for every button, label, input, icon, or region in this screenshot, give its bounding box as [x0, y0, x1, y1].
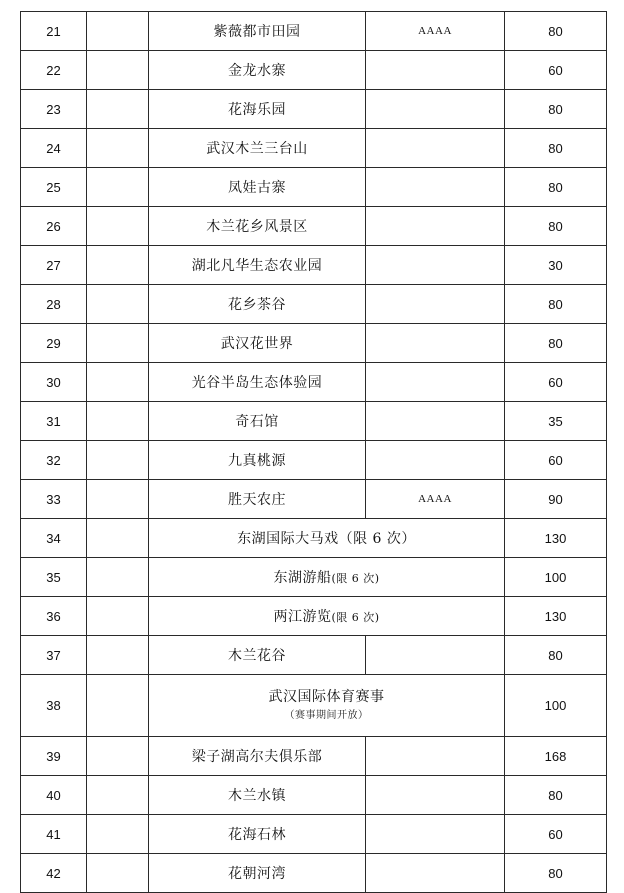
- grade-level-cell: [366, 815, 505, 854]
- table-row: [21, 519, 607, 558]
- venue-name-cell: 凤娃古寨: [149, 168, 366, 207]
- price-cell: 60: [505, 51, 607, 90]
- price-cell: 100: [505, 558, 607, 597]
- venue-name-cell: 花乡茶谷: [149, 285, 366, 324]
- category-cell: [87, 246, 149, 285]
- table-row: [21, 480, 607, 519]
- price-cell: 80: [505, 776, 607, 815]
- price-cell: 80: [505, 636, 607, 675]
- category-cell: [87, 207, 149, 246]
- table-row: [21, 90, 607, 129]
- price-cell: 80: [505, 168, 607, 207]
- price-cell: 80: [505, 854, 607, 893]
- venue-name: 两江游览: [273, 609, 332, 625]
- grade-level-cell: [366, 854, 505, 893]
- row-number-cell: 36: [21, 597, 87, 636]
- venue-name-cell: 金龙水寨: [149, 51, 366, 90]
- grade-level-cell: [366, 207, 505, 246]
- price-cell: 80: [505, 324, 607, 363]
- price-cell: 130: [505, 519, 607, 558]
- row-number-cell: 34: [21, 519, 87, 558]
- category-cell: [87, 854, 149, 893]
- row-number-cell: 28: [21, 285, 87, 324]
- table-row: [21, 597, 607, 636]
- table-row: [21, 558, 607, 597]
- row-number-cell: 37: [21, 636, 87, 675]
- venue-name-cell: 东湖国际大马戏（限 6 次）: [149, 519, 505, 558]
- category-cell: [87, 636, 149, 675]
- venue-price-table: [20, 11, 607, 893]
- row-number-cell: 41: [21, 815, 87, 854]
- venue-name-cell: 梁子湖高尔夫俱乐部: [149, 737, 366, 776]
- category-cell: [87, 815, 149, 854]
- venue-name-cell: 木兰花谷: [149, 636, 366, 675]
- row-number-cell: 27: [21, 246, 87, 285]
- venue-name-cell: 木兰花乡风景区: [149, 207, 366, 246]
- venue-name-cell: 胜天农庄: [149, 480, 366, 519]
- price-cell: 60: [505, 363, 607, 402]
- venue-name-cell: 光谷半岛生态体验园: [149, 363, 366, 402]
- table-row: [21, 854, 607, 893]
- price-cell: 80: [505, 285, 607, 324]
- venue-name-cell: [149, 558, 505, 597]
- category-cell: [87, 675, 149, 737]
- grade-level-cell: AAAA: [366, 12, 505, 51]
- grade-level-cell: [366, 246, 505, 285]
- table-row: [21, 636, 607, 675]
- category-cell: [87, 519, 149, 558]
- row-number-cell: 22: [21, 51, 87, 90]
- venue-note: （赛事期间开放）: [284, 709, 369, 721]
- grade-level-cell: [366, 51, 505, 90]
- venue-name-cell: 花朝河湾: [149, 854, 366, 893]
- venue-name-cell: [149, 597, 505, 636]
- grade-level-cell: [366, 168, 505, 207]
- venue-name: 东湖游船: [273, 570, 332, 586]
- price-cell: 168: [505, 737, 607, 776]
- grade-level-cell: [366, 636, 505, 675]
- grade-level-cell: [366, 737, 505, 776]
- grade-level-cell: [366, 324, 505, 363]
- venue-name-cell: 木兰水镇: [149, 776, 366, 815]
- row-number-cell: 21: [21, 12, 87, 51]
- venue-name-cell: 紫薇都市田园: [149, 12, 366, 51]
- grade-level-cell: [366, 285, 505, 324]
- visit-limit: (限 6 次): [331, 572, 380, 585]
- venue-name-cell: 花海石林: [149, 815, 366, 854]
- table-row: [21, 207, 607, 246]
- row-number-cell: 31: [21, 402, 87, 441]
- price-cell: 90: [505, 480, 607, 519]
- category-cell: [87, 12, 149, 51]
- table-row: [21, 12, 607, 51]
- price-cell: 80: [505, 207, 607, 246]
- table-row: [21, 51, 607, 90]
- row-number-cell: 42: [21, 854, 87, 893]
- price-cell: 80: [505, 12, 607, 51]
- table-row: [21, 815, 607, 854]
- row-number-cell: 30: [21, 363, 87, 402]
- price-cell: 35: [505, 402, 607, 441]
- row-number-cell: 29: [21, 324, 87, 363]
- category-cell: [87, 168, 149, 207]
- row-number-cell: 38: [21, 675, 87, 737]
- row-number-cell: 24: [21, 129, 87, 168]
- venue-name-cell: 湖北凡华生态农业园: [149, 246, 366, 285]
- venue-name-cell: 武汉花世界: [149, 324, 366, 363]
- price-cell: 30: [505, 246, 607, 285]
- price-cell: 60: [505, 815, 607, 854]
- venue-name-cell: 武汉木兰三台山: [149, 129, 366, 168]
- grade-level-cell: [366, 776, 505, 815]
- venue-name-cell: 奇石馆: [149, 402, 366, 441]
- category-cell: [87, 402, 149, 441]
- category-cell: [87, 480, 149, 519]
- venue-name-cell: 九真桃源: [149, 441, 366, 480]
- table-row: [21, 129, 607, 168]
- grade-level-cell: [366, 363, 505, 402]
- table-body: [21, 12, 607, 893]
- category-cell: [87, 90, 149, 129]
- grade-level-cell: [366, 90, 505, 129]
- table-row: [21, 776, 607, 815]
- row-number-cell: 23: [21, 90, 87, 129]
- table-row: [21, 441, 607, 480]
- row-number-cell: 40: [21, 776, 87, 815]
- price-cell: 130: [505, 597, 607, 636]
- venue-name-cell: [149, 675, 505, 737]
- table-row: [21, 246, 607, 285]
- grade-level-cell: [366, 441, 505, 480]
- category-cell: [87, 558, 149, 597]
- price-cell: 80: [505, 90, 607, 129]
- category-cell: [87, 737, 149, 776]
- category-cell: [87, 363, 149, 402]
- table-row: [21, 324, 607, 363]
- price-cell: 60: [505, 441, 607, 480]
- price-cell: 80: [505, 129, 607, 168]
- grade-level-cell: AAAA: [366, 480, 505, 519]
- category-cell: [87, 285, 149, 324]
- table-row: [21, 737, 607, 776]
- row-number-cell: 35: [21, 558, 87, 597]
- category-cell: [87, 129, 149, 168]
- table-row: [21, 402, 607, 441]
- row-number-cell: 39: [21, 737, 87, 776]
- row-number-cell: 32: [21, 441, 87, 480]
- category-cell: [87, 776, 149, 815]
- grade-level-cell: [366, 402, 505, 441]
- grade-level-cell: [366, 129, 505, 168]
- row-number-cell: 33: [21, 480, 87, 519]
- price-cell: 100: [505, 675, 607, 737]
- table-row: [21, 363, 607, 402]
- row-number-cell: 25: [21, 168, 87, 207]
- visit-limit: (限 6 次): [331, 611, 380, 624]
- category-cell: [87, 324, 149, 363]
- category-cell: [87, 51, 149, 90]
- category-cell: [87, 441, 149, 480]
- category-cell: [87, 597, 149, 636]
- table-row: [21, 285, 607, 324]
- venue-name-cell: 花海乐园: [149, 90, 366, 129]
- table-row: [21, 675, 607, 737]
- row-number-cell: 26: [21, 207, 87, 246]
- table-row: [21, 168, 607, 207]
- venue-name: 武汉国际体育赛事: [268, 688, 385, 705]
